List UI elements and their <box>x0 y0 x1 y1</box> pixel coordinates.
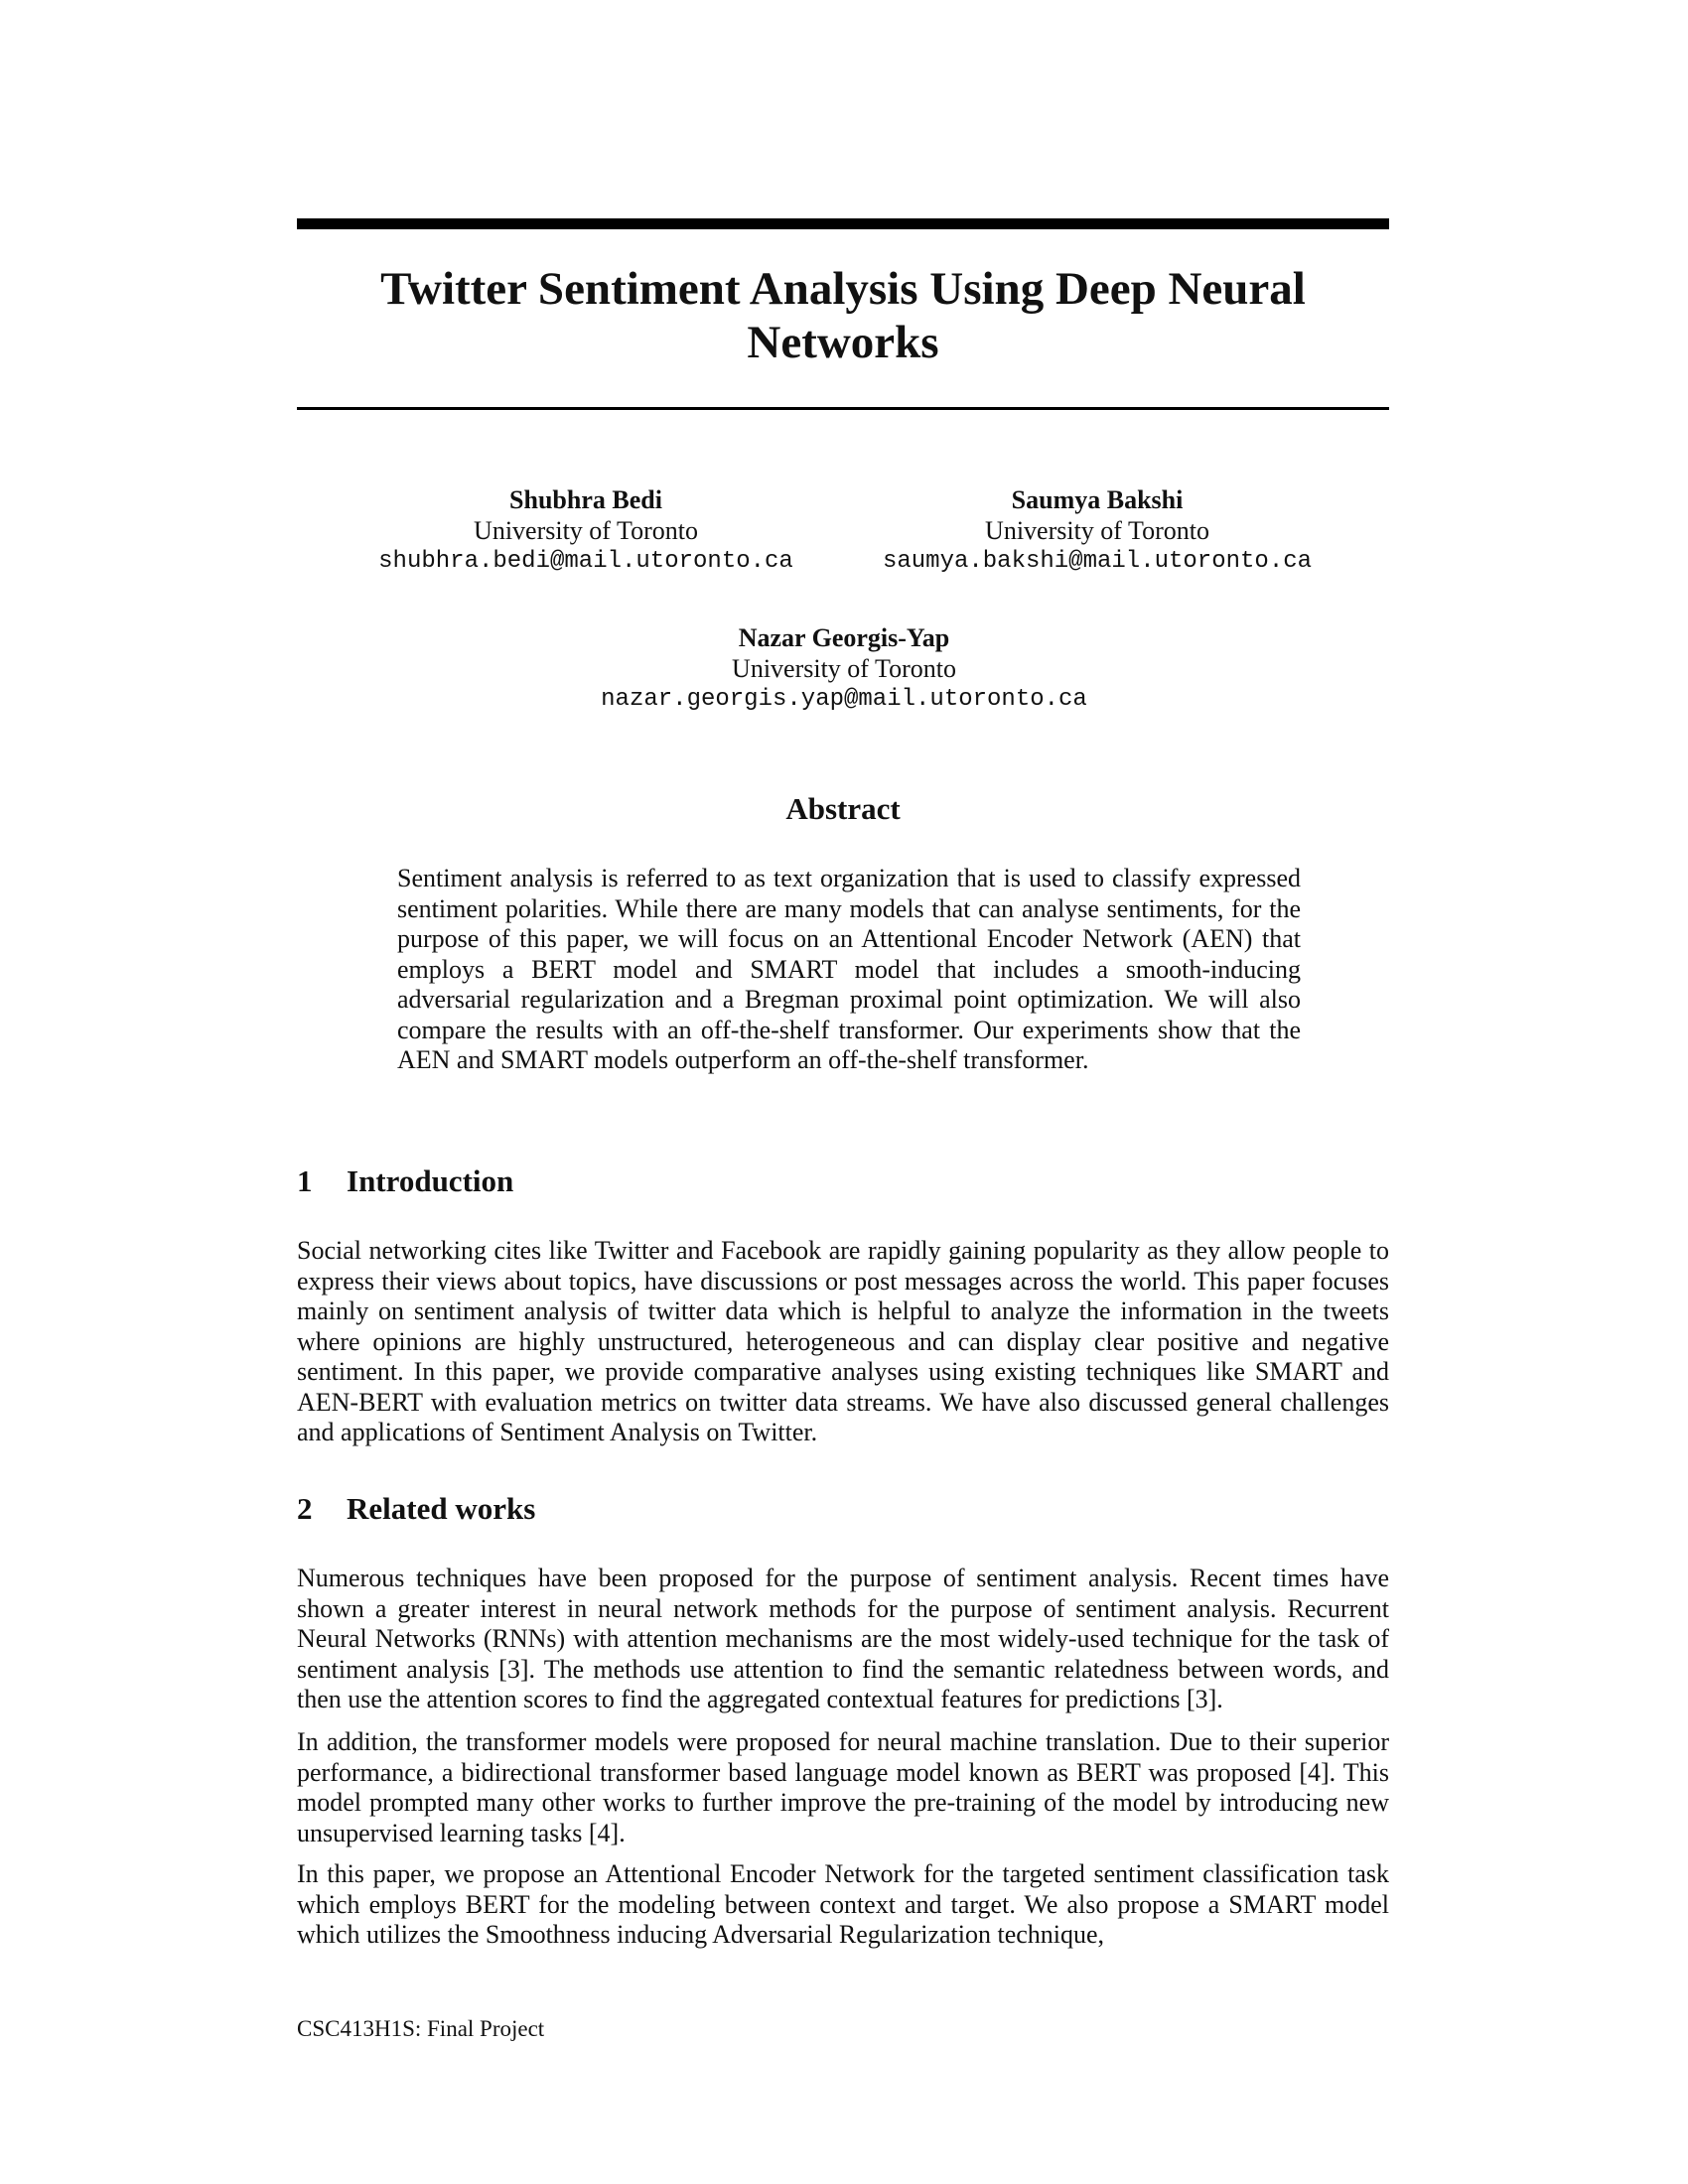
author-name: Shubhra Bedi <box>509 485 662 514</box>
author-name: Saumya Bakshi <box>1011 485 1184 514</box>
section-heading-introduction <box>297 1163 1389 1199</box>
section-title: Related works <box>347 1491 536 1526</box>
section-number: 2 <box>297 1491 313 1526</box>
footer-course-label: CSC413H1S: Final Project <box>297 2016 545 2041</box>
author-block <box>546 622 1142 715</box>
author-name: Nazar Georgis-Yap <box>738 623 950 652</box>
author-email: shubhra.bedi@mail.utoronto.ca <box>378 548 793 575</box>
author-email: nazar.georgis.yap@mail.utoronto.ca <box>601 686 1087 713</box>
title-rule <box>297 407 1389 410</box>
abstract-text: Sentiment analysis is referred to as text organization that is used to classify expressed sentiment polarities. While there are many models that can analyse sentiments, for the purpose of this paper, we will focus on an Attentional Encoder Network (AEN) that employs a BERT model and SMART model that includes a smooth-inducing adversarial regularization and a Bregman proximal point optimization. We will also compare the results with an off-the-shelf transformer. Our experiments show that the AEN and SMART models outperform an off-the-shelf transformer. <box>397 864 1301 1074</box>
paragraph: In this paper, we propose an Attentional Encoder Network for the targeted sentiment classification task which employs BERT for the modeling between context and target. We also propose a SMART model which utilizes the Smoothness inducing Adversarial Regularization technique, <box>297 1859 1389 1949</box>
author-affiliation: University of Toronto <box>985 516 1209 545</box>
paper-title: Twitter Sentiment Analysis Using Deep Neural Networks <box>380 263 1306 368</box>
section-number: 1 <box>297 1163 313 1198</box>
author-block <box>338 484 834 577</box>
paragraph: Numerous techniques have been proposed for the purpose of sentiment analysis. Recent times have shown a greater interest in neural network methods for the purpose of sentiment analysis. Recurrent Neural Networks (RNNs) with attention mechanisms are the most widely-used technique for the task of sentiment analysis [3]. The methods use attention to find the semantic relatedness between words, and then use the attention scores to find the aggregated contextual features for predictions [3]. <box>297 1564 1389 1713</box>
author-affiliation: University of Toronto <box>474 516 698 545</box>
author-block <box>849 484 1345 577</box>
author-email: saumya.bakshi@mail.utoronto.ca <box>882 548 1313 575</box>
author-affiliation: University of Toronto <box>732 654 956 683</box>
paragraph: In addition, the transformer models were proposed for neural machine translation. Due to their superior performance, a bidirectional transformer based language model known as BERT was proposed [4]. This model prompted many other works to further improve the pre-training of the model by introducing new unsupervised learning tasks [4]. <box>297 1727 1389 1847</box>
section-heading-related-works <box>297 1491 1389 1527</box>
section-title: Introduction <box>347 1163 514 1198</box>
paragraph: Social networking cites like Twitter and Facebook are rapidly gaining popularity as they allow people to express their views about topics, have discussions or post messages across the world. This paper focuses mainly on sentiment analysis of twitter data which is helpful to analyze the information in the tweets where opinions are highly unstructured, heterogeneous and can display clear positive and negative sentiment. In this paper, we provide comparative analyses using existing techniques like SMART and AEN-BERT with evaluation metrics on twitter data streams. We have also discussed general challenges and applications of Sentiment Analysis on Twitter. <box>297 1236 1389 1446</box>
abstract-heading: Abstract <box>785 791 901 826</box>
top-rule <box>297 218 1389 229</box>
